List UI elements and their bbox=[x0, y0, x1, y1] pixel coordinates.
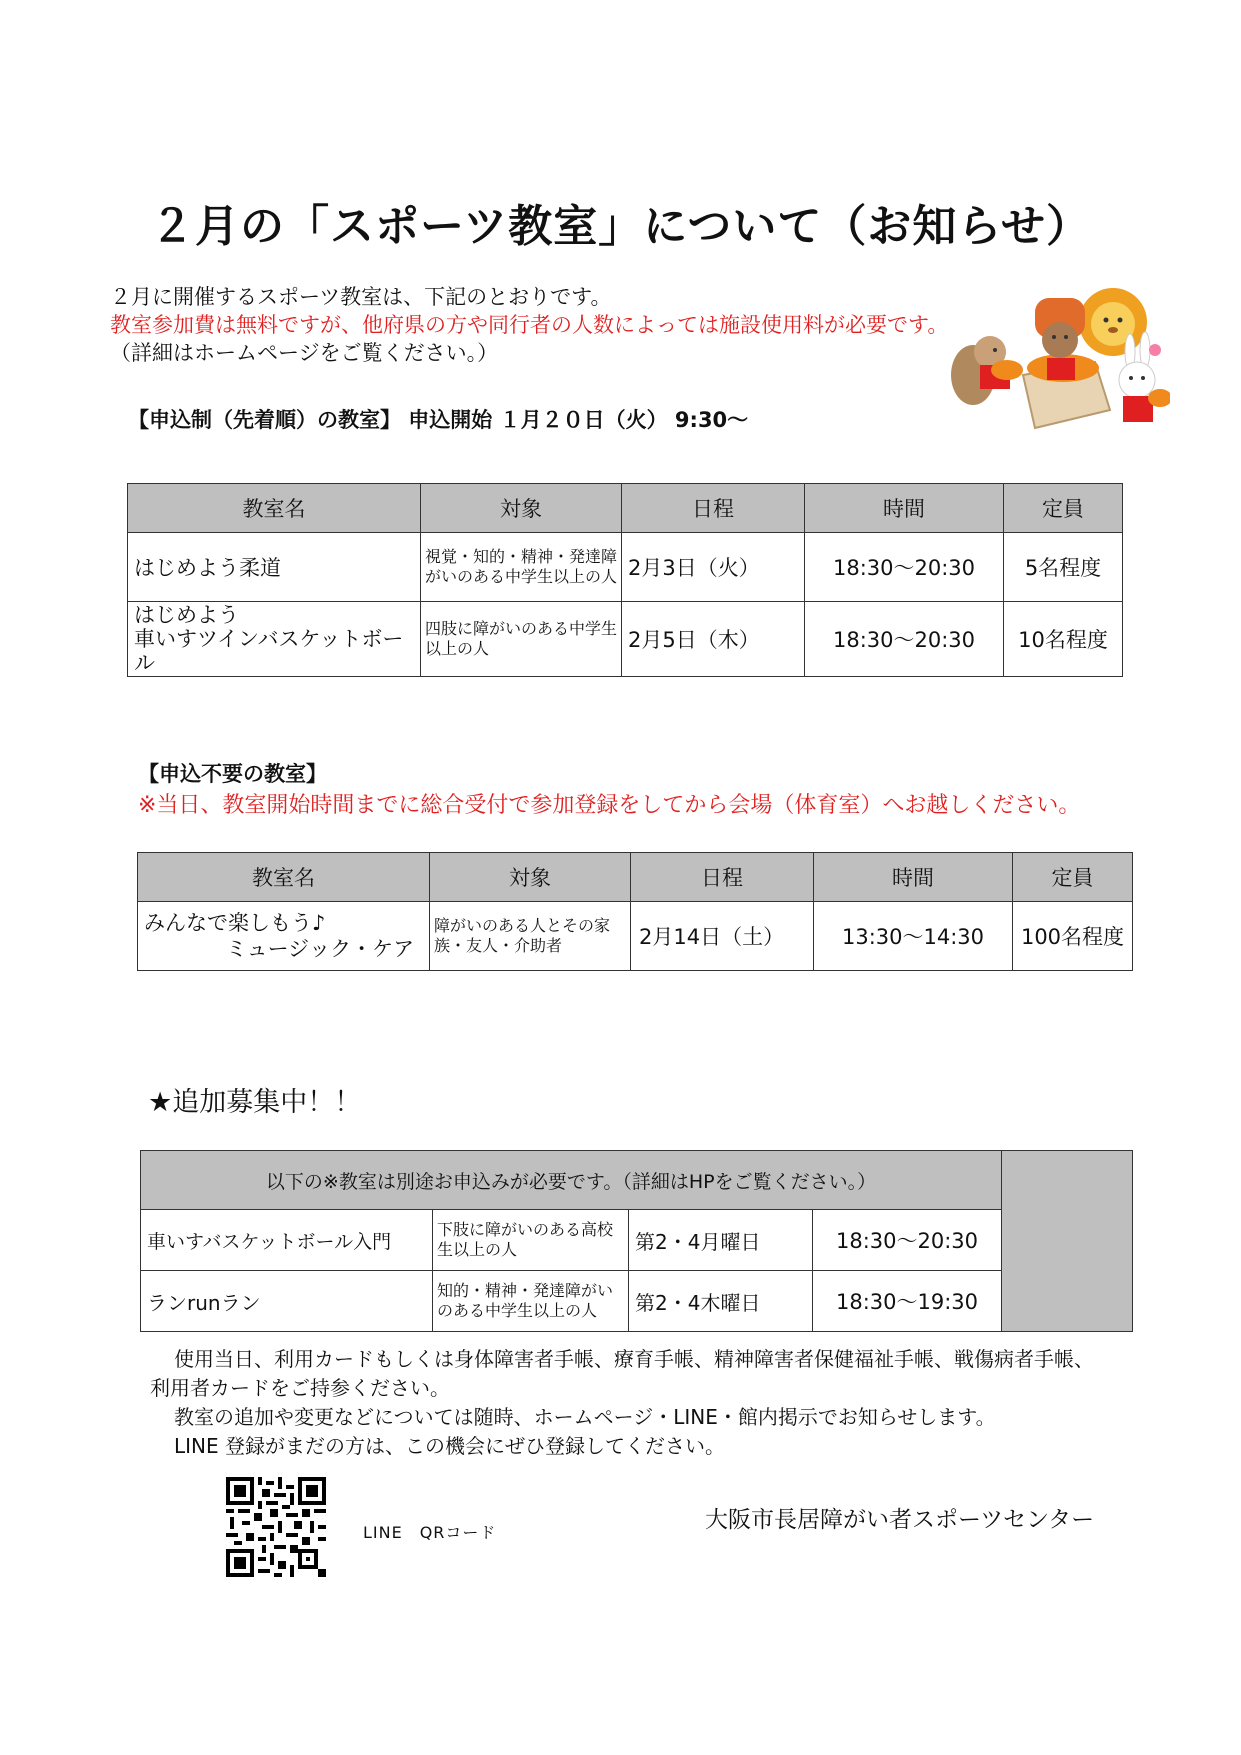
class-capacity: 5名程度 bbox=[1004, 533, 1123, 602]
class-target: 下肢に障がいのある高校生以上の人 bbox=[433, 1210, 629, 1271]
note-line-4: LINE 登録がまだの方は、この機会にぜひ登録してください。 bbox=[174, 1434, 725, 1458]
class-name: ランrunラン bbox=[141, 1271, 433, 1332]
table-row bbox=[138, 902, 1133, 971]
col-header-time: 時間 bbox=[805, 484, 1004, 533]
note-line-3: 教室の追加や変更などについては随時、ホームページ・LINE・館内掲示でお知らせします。 bbox=[174, 1405, 996, 1429]
col-header-time: 時間 bbox=[814, 853, 1013, 902]
section2-table bbox=[137, 852, 1133, 971]
class-time: 18:30～20:30 bbox=[805, 533, 1004, 602]
class-date: 2月14日（土） bbox=[631, 902, 814, 971]
intro-line-3: （詳細はホームページをご覧ください。） bbox=[110, 341, 499, 365]
table-row bbox=[141, 1271, 1133, 1332]
table-row bbox=[128, 533, 1123, 602]
note-line-2: 利用者カードをご持参ください。 bbox=[150, 1376, 450, 1400]
intro-fee-notice: 教室参加費は無料ですが、他府県の方や同行者の人数によっては施設使用料が必要です。 bbox=[110, 313, 949, 337]
line-qr-code-icon[interactable] bbox=[226, 1477, 326, 1577]
section3-table bbox=[140, 1150, 1133, 1332]
col-header-capacity: 定員 bbox=[1004, 484, 1123, 533]
qr-label: LINE QRコード bbox=[363, 1523, 497, 1542]
class-time: 13:30～14:30 bbox=[814, 902, 1013, 971]
class-time: 18:30～20:30 bbox=[805, 602, 1004, 677]
col-header-target: 対象 bbox=[421, 484, 622, 533]
class-time: 18:30～20:30 bbox=[813, 1210, 1002, 1271]
class-name bbox=[138, 902, 430, 971]
col-header-name: 教室名 bbox=[128, 484, 421, 533]
table-row bbox=[128, 602, 1123, 677]
table-header-row bbox=[128, 484, 1123, 533]
class-name-line1: みんなで楽しもう♪ bbox=[144, 911, 326, 935]
class-name-line2: ミュージック・ケア bbox=[226, 937, 415, 961]
class-date: 2月5日（木） bbox=[622, 602, 805, 677]
class-target: 視覚・知的・精神・発達障がいのある中学生以上の人 bbox=[421, 533, 622, 602]
section1-heading: 【申込制（先着順）の教室】 申込開始 １月２０日（火） 9:30～ bbox=[128, 408, 749, 432]
class-capacity: 100名程度 bbox=[1013, 902, 1133, 971]
class-time: 18:30～19:30 bbox=[813, 1271, 1002, 1332]
organization-name: 大阪市長居障がい者スポーツセンター bbox=[705, 1507, 1095, 1533]
col-header-capacity: 定員 bbox=[1013, 853, 1133, 902]
table-header-row bbox=[138, 853, 1133, 902]
class-date: 2月3日（火） bbox=[622, 533, 805, 602]
class-capacity: 10名程度 bbox=[1004, 602, 1123, 677]
intro-line-1: ２月に開催するスポーツ教室は、下記のとおりです。 bbox=[110, 285, 612, 309]
class-target: 障がいのある人とその家族・友人・介助者 bbox=[430, 902, 631, 971]
class-date: 第2・4木曜日 bbox=[629, 1271, 813, 1332]
mascot-illustration bbox=[935, 280, 1170, 440]
class-name-line2: 車いすツインバスケットボール bbox=[134, 627, 404, 675]
col-header-target: 対象 bbox=[430, 853, 631, 902]
extra-gray-cell bbox=[1002, 1151, 1133, 1332]
col-header-date: 日程 bbox=[622, 484, 805, 533]
section1-table bbox=[127, 483, 1123, 677]
col-header-date: 日程 bbox=[631, 853, 814, 902]
class-date: 第2・4月曜日 bbox=[629, 1210, 813, 1271]
class-target: 四肢に障がいのある中学生以上の人 bbox=[421, 602, 622, 677]
table-row bbox=[141, 1210, 1133, 1271]
section3-heading: ★追加募集中！！ bbox=[148, 1087, 362, 1118]
section2-heading: 【申込不要の教室】 bbox=[138, 762, 327, 786]
col-header-name: 教室名 bbox=[138, 853, 430, 902]
table-header-row bbox=[141, 1151, 1133, 1210]
section2-note: ※当日、教室開始時間までに総合受付で参加登録をしてから会場（体育室）へお越しください。 bbox=[138, 793, 1081, 818]
extra-table-header: 以下の※教室は別途お申込みが必要です。（詳細はHPをご覧ください。） bbox=[141, 1151, 1002, 1210]
notes bbox=[150, 1345, 1150, 1461]
class-name-text: はじめよう柔道 bbox=[134, 556, 281, 580]
class-target: 知的・精神・発達障がいのある中学生以上の人 bbox=[433, 1271, 629, 1332]
class-name bbox=[128, 602, 421, 677]
note-line-1: 使用当日、利用カードもしくは身体障害者手帳、療育手帳、精神障害者保健福祉手帳、戦傷病者手帳、 bbox=[174, 1347, 1094, 1371]
page-title: ２月の「スポーツ教室」について（お知らせ） bbox=[149, 201, 1092, 252]
class-name-line1: はじめよう bbox=[134, 603, 239, 627]
class-name bbox=[128, 533, 421, 602]
intro bbox=[110, 283, 948, 367]
class-name: 車いすバスケットボール入門 bbox=[141, 1210, 433, 1271]
